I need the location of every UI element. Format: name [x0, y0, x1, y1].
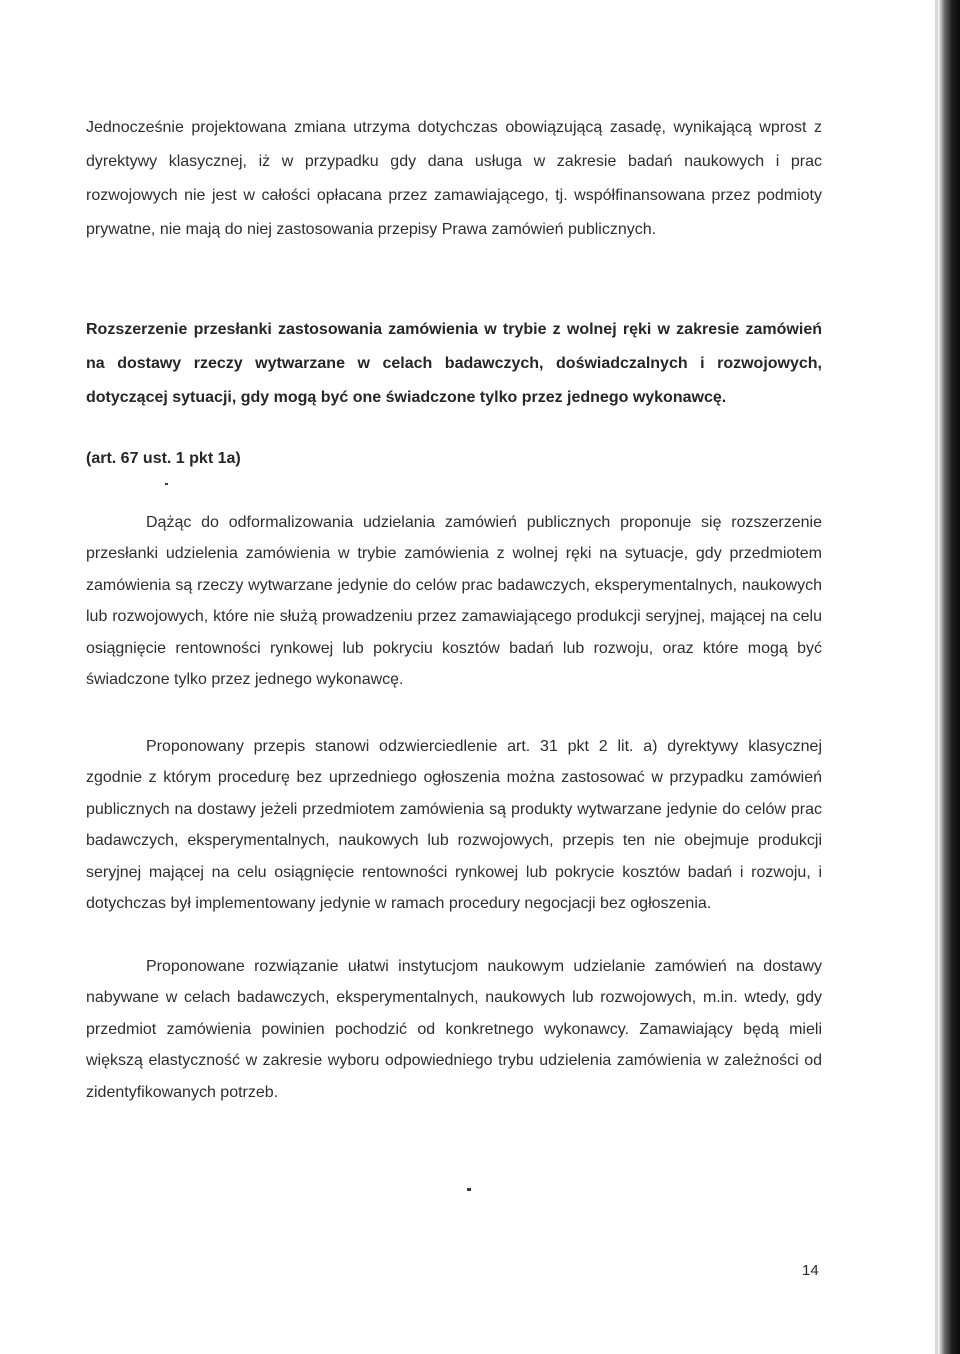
paragraph-solution-benefits: Proponowane rozwiązanie ułatwi instytucjom naukowym udzielanie zamówień na dostawy nabywane w celach badawczych, eksperymentalnych, naukowych lub rozwojowych, m.in. wtedy, gdy przedmiot zamówienia powinien pochodzić od konkretnego wykonawcy. Zamawiający będą mieli większą elastyczność w zakresie wyboru odpowiedniego trybu udzielenia zamówienia w zależności od zidentyfikowanych potrzeb.: [86, 958, 822, 1101]
bold-article-reference: (art. 67 ust. 1 pkt 1a): [86, 450, 241, 467]
paragraph-directive-reflection: Proponowany przepis stanowi odzwierciedlenie art. 31 pkt 2 lit. a) dyrektywy klasycznej zgodnie z którym procedurę bez uprzedniego ogłoszenia można zastosować w przypadku zamówień publicznych na dostawy jeżeli przedmiotem zamówienia są produkty wytwarzane jedynie do celów prac badawczych, eksperymentalnych, naukowych lub rozwojowych, przepis ten nie obejmuje produkcji seryjnej mającej na celu osiągnięcie rentowności rynkowej lub pokrycie kosztów badań i rozwoju, i dotychczas był implementowany jedynie w ramach procedury negocjacji bez ogłoszenia.: [86, 738, 822, 913]
paragraph-deformalization-proposal: Dążąc do odformalizowania udzielania zamówień publicznych proponuje się rozszerzenie przesłanki udzielenia zamówienia w trybie zamówienia z wolnej ręki na sytuacje, gdy przedmiotem zamówienia są rzeczy wytwarzane jedynie do celów prac badawczych, eksperymentalnych, naukowych lub rozwojowych, które nie służą prowadzeniu przez zamawiającego produkcji seryjnej, mającej na celu osiągnięcie rentowności rynkowej lub pokryciu kosztów badań lub rozwoju, oraz które mogą być świadczone tylko przez jednego wykonawcę.: [86, 514, 822, 689]
scan-speck: [467, 1188, 471, 1191]
scan-dark-edge: [938, 0, 960, 1354]
page-number: 14: [802, 1262, 819, 1279]
paragraph-cofinancing-rule: Jednocześnie projektowana zmiana utrzyma dotychczas obowiązującą zasadę, wynikającą wprost z dyrektywy klasycznej, iż w przypadku gdy dana usługa w zakresie badań naukowych i prac rozwojowych nie jest w całości opłacana przez zamawiającego, tj. współfinansowana przez podmioty prywatne, nie mają do niej zastosowania przepisy Prawa zamówień publicznych.: [86, 119, 822, 238]
scan-speck: [165, 483, 168, 485]
bold-heading-single-source-extension: Rozszerzenie przesłanki zastosowania zamówienia w trybie z wolnej ręki w zakresie zamówień na dostawy rzeczy wytwarzane w celach badawczych, doświadczalnych i rozwojowych, dotyczącej sytuacji, gdy mogą być one świadczone tylko przez jednego wykonawcę.: [86, 321, 822, 406]
